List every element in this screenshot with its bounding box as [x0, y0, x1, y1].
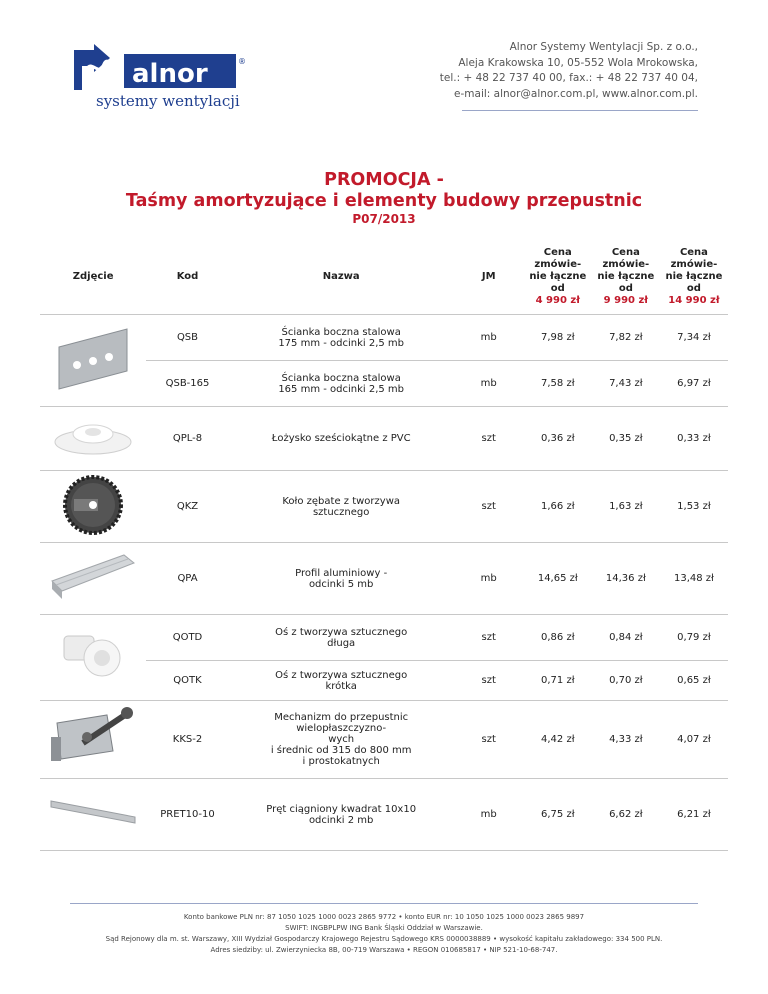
cell-price-3: 7,34 zł	[660, 315, 728, 361]
name-line: długa	[327, 637, 356, 649]
company-line: Alnor Systemy Wentylacji Sp. z o.o.,	[509, 41, 698, 53]
name-line: Profil aluminiowy -	[295, 567, 388, 579]
footer-line: Sąd Rejonowy dla m. st. Warszawy, XIII Wydział Gospodarczy Krajowego Rejestru Sądowego KRS 0000038889 • wysokość kapitału zakładowego: 334 500 PLN.	[105, 935, 663, 943]
cell-unit: mb	[454, 315, 524, 361]
page-title	[0, 170, 768, 212]
footer-divider	[70, 903, 698, 904]
footer-line: SWIFT: INGBPLPW ING Bank Śląski Oddział w Warszawie.	[285, 924, 483, 932]
title-line-2: Taśmy amortyzujące i elementy budowy przepustnic	[125, 191, 643, 211]
footer-line: Konto bankowe PLN nr: 87 1050 1025 1000 0023 2865 9772 • konto EUR nr: 10 1050 1025 1000 0023 2865 9897	[183, 913, 585, 921]
product-image-qkz	[40, 471, 146, 543]
cell-price-3: 6,21 zł	[660, 779, 728, 851]
alnor-logo-mark	[70, 44, 260, 114]
cell-code: KKS-2	[146, 701, 229, 779]
table-row	[40, 615, 728, 661]
name-line: Ścianka boczna stalowa	[281, 372, 401, 384]
svg-text:®: ®	[238, 57, 246, 66]
product-image-kks-2	[40, 701, 146, 779]
cell-unit: mb	[454, 543, 524, 615]
title-line-1: PROMOCJA -	[324, 170, 444, 190]
header-price-tier-2	[592, 238, 660, 315]
cell-price-3: 1,53 zł	[660, 471, 728, 543]
cell-code: QOTK	[146, 661, 229, 701]
table-header-row	[40, 238, 728, 315]
steel-plate-icon	[53, 319, 133, 399]
cell-price-1: 0,71 zł	[524, 661, 592, 701]
product-image-qsb	[40, 315, 146, 407]
cell-price-2: 14,36 zł	[592, 543, 660, 615]
cell-price-1: 6,75 zł	[524, 779, 592, 851]
product-image-qpa	[40, 543, 146, 615]
cell-name	[229, 315, 454, 361]
name-line: wych	[328, 734, 355, 745]
company-line: Aleja Krakowska 10, 05-552 Wola Mrokowska,	[458, 56, 698, 69]
cell-price-3: 6,97 zł	[660, 361, 728, 407]
plastic-axle-icon	[58, 626, 128, 686]
svg-text:alnor: alnor	[132, 59, 208, 89]
gear-icon	[58, 473, 128, 537]
cell-code: QPL-8	[146, 407, 229, 471]
name-line: i średnic od 315 do 800 mm	[270, 745, 412, 756]
cell-price-1: 0,36 zł	[524, 407, 592, 471]
cell-price-2: 7,82 zł	[592, 315, 660, 361]
price-label: Cena zmówie- nie łączne od	[665, 246, 723, 294]
price-label: Cena zmówie- nie łączne od	[597, 246, 655, 294]
table-row	[40, 471, 728, 543]
cell-price-1: 7,98 zł	[524, 315, 592, 361]
name-line: Oś z tworzywa sztucznego	[275, 626, 408, 638]
company-line: tel.: + 48 22 737 40 00, fax.: + 48 22 737 40 04,	[439, 72, 698, 84]
cell-price-3: 13,48 zł	[660, 543, 728, 615]
cell-code: QPA	[146, 543, 229, 615]
cell-unit: szt	[454, 701, 524, 779]
promo-code: P07/2013	[352, 212, 416, 226]
cell-price-1: 4,42 zł	[524, 701, 592, 779]
damper-mechanism-icon	[47, 703, 139, 773]
price-tier-value: 4 990 zł	[535, 294, 580, 306]
cell-unit: szt	[454, 407, 524, 471]
cell-price-3: 4,07 zł	[660, 701, 728, 779]
table-row	[40, 543, 728, 615]
name-line: krótka	[325, 680, 357, 692]
product-image-qotd	[40, 615, 146, 701]
price-table	[40, 238, 728, 851]
cell-code: QKZ	[146, 471, 229, 543]
alnor-logo	[70, 44, 260, 114]
name-line: sztucznego	[312, 506, 370, 518]
cell-price-2: 7,43 zł	[592, 361, 660, 407]
cell-price-3: 0,33 zł	[660, 407, 728, 471]
header-code: Kod	[146, 238, 229, 315]
company-info	[440, 40, 698, 102]
name-line: odcinki 2 mb	[308, 814, 374, 826]
svg-text:systemy wentylacji: systemy wentylacji	[96, 92, 240, 110]
header-price-tier-1	[524, 238, 592, 315]
cell-price-1: 7,58 zł	[524, 361, 592, 407]
cell-name	[229, 701, 454, 779]
header-unit: JM	[454, 238, 524, 315]
table-row	[40, 407, 728, 471]
product-image-pret10-10	[40, 779, 146, 851]
cell-code: QSB	[146, 315, 229, 361]
header-name: Nazwa	[229, 238, 454, 315]
cell-name	[229, 543, 454, 615]
cell-name	[229, 407, 454, 471]
cell-price-3: 0,65 zł	[660, 661, 728, 701]
cell-price-2: 6,62 zł	[592, 779, 660, 851]
cell-price-1: 1,66 zł	[524, 471, 592, 543]
product-image-qpl-8	[40, 407, 146, 471]
cell-price-2: 0,70 zł	[592, 661, 660, 701]
square-rod-icon	[47, 793, 139, 833]
cell-name	[229, 471, 454, 543]
cell-name	[229, 779, 454, 851]
footer-line: Adres siedziby: ul. Zwierzyniecka 8B, 00-719 Warszawa • REGON 010685817 • NIP 521-10-68-747.	[210, 946, 558, 954]
cell-unit: mb	[454, 779, 524, 851]
cell-unit: mb	[454, 361, 524, 407]
company-line: e-mail: alnor@alnor.com.pl, www.alnor.com.pl.	[454, 87, 698, 100]
cell-price-2: 4,33 zł	[592, 701, 660, 779]
name-line: Ścianka boczna stalowa	[281, 326, 401, 338]
name-line: Pręt ciągniony kwadrat 10x10	[266, 803, 417, 815]
price-label: Cena zmówie- nie łączne od	[529, 246, 587, 294]
price-tier-value: 14 990 zł	[668, 294, 720, 306]
name-line: Mechanizm do przepustnic wielopłaszczyzno-	[274, 712, 409, 734]
table-row	[40, 701, 728, 779]
header-photo: Zdjęcie	[40, 238, 146, 315]
name-line: Oś z tworzywa sztucznego	[275, 669, 408, 681]
cell-code: QSB-165	[146, 361, 229, 407]
cell-price-1: 0,86 zł	[524, 615, 592, 661]
price-tier-value: 9 990 zł	[603, 294, 648, 306]
footer	[0, 912, 768, 956]
table-row	[40, 315, 728, 361]
name-line: 165 mm - odcinki 2,5 mb	[278, 383, 405, 395]
name-line: 175 mm - odcinki 2,5 mb	[278, 337, 405, 349]
cell-unit: szt	[454, 661, 524, 701]
header-price-tier-3	[660, 238, 728, 315]
cell-price-3: 0,79 zł	[660, 615, 728, 661]
cell-code: PRET10-10	[146, 779, 229, 851]
name-line: Koło zębate z tworzywa	[282, 495, 401, 507]
name-line: Łożysko sześciokątne z PVC	[271, 433, 411, 444]
cell-price-1: 14,65 zł	[524, 543, 592, 615]
name-line: odcinki 5 mb	[308, 578, 374, 590]
cell-name	[229, 361, 454, 407]
name-line: i prostokatnych	[302, 756, 380, 767]
cell-unit: szt	[454, 615, 524, 661]
header-divider	[462, 110, 698, 111]
aluminium-profile-icon	[48, 551, 138, 603]
table-row	[40, 779, 728, 851]
cell-price-2: 0,35 zł	[592, 407, 660, 471]
cell-code: QOTD	[146, 615, 229, 661]
cell-unit: szt	[454, 471, 524, 543]
cell-price-2: 1,63 zł	[592, 471, 660, 543]
cell-name	[229, 615, 454, 661]
cell-price-2: 0,84 zł	[592, 615, 660, 661]
cell-name	[229, 661, 454, 701]
bearing-icon	[48, 412, 138, 462]
